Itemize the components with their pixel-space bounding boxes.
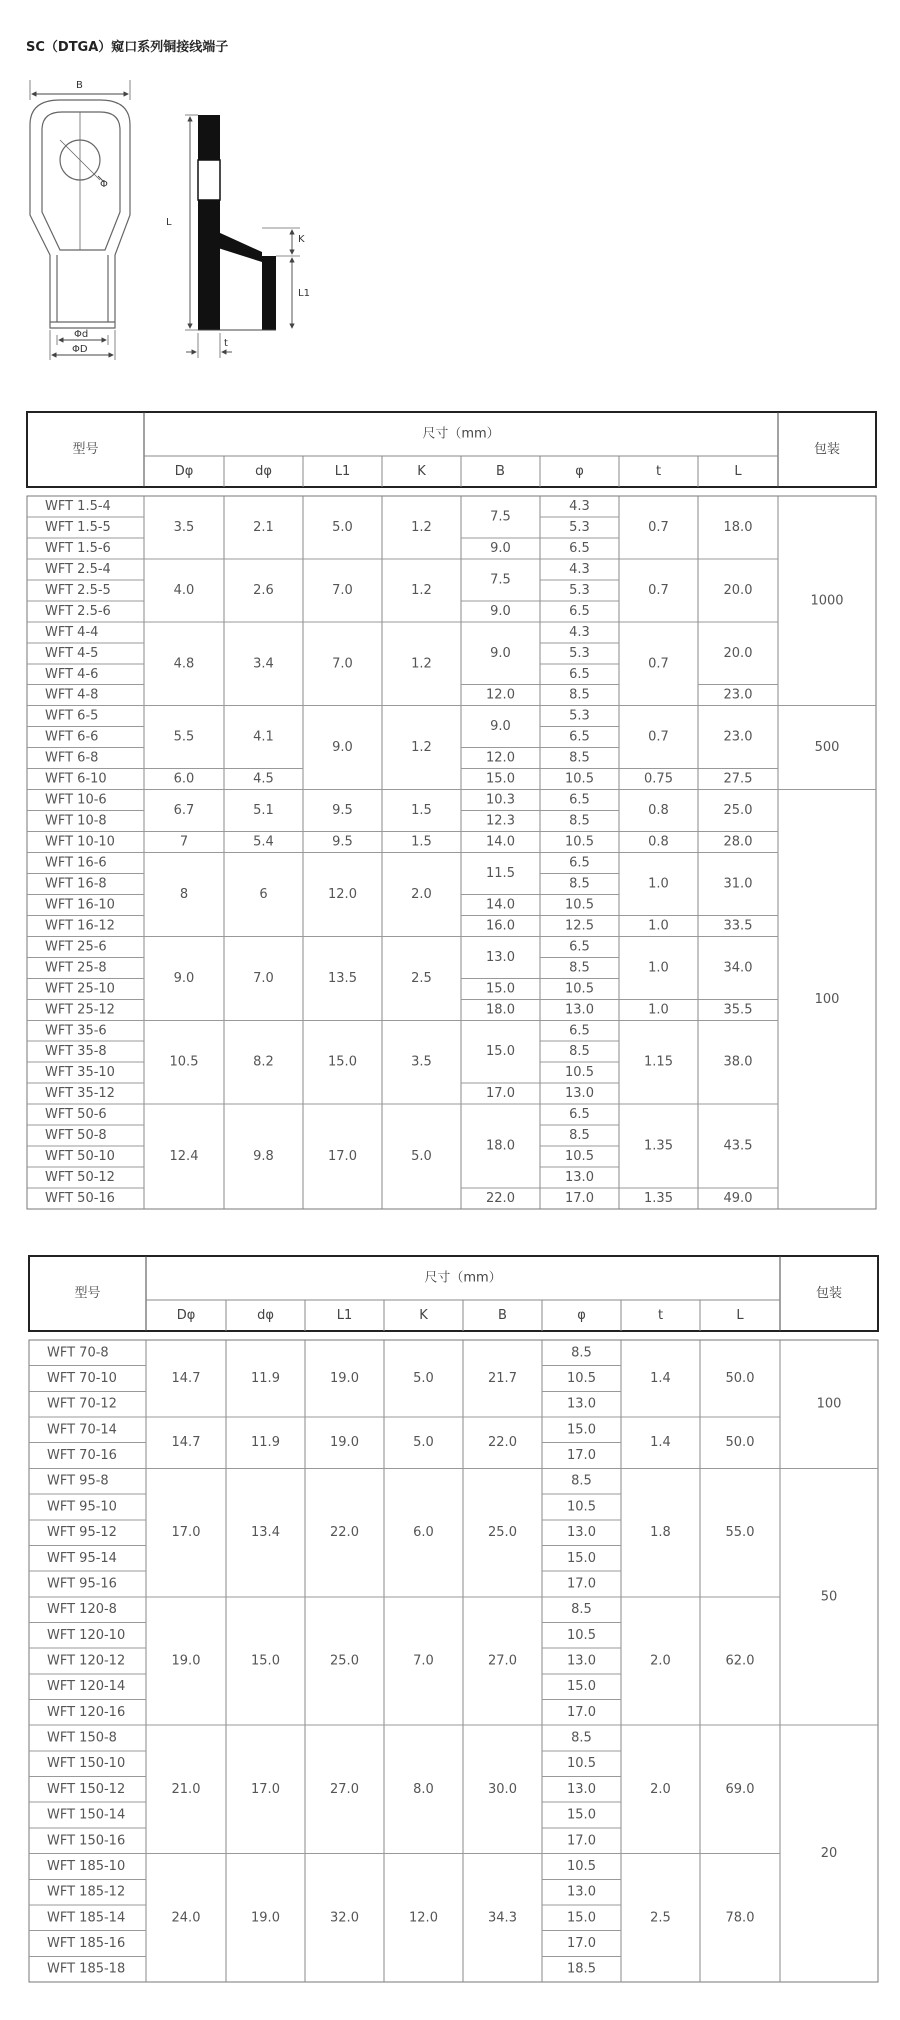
label-phi-D: ΦD [72,344,88,355]
value-cell: 8.5 [571,1345,592,1361]
value-cell: 8.2 [253,1054,274,1070]
value-cell: 6.5 [569,603,590,619]
model-cell: WFT 95-10 [47,1499,117,1515]
model-cell: WFT 120-8 [47,1602,117,1618]
value-cell: 6.7 [173,803,195,819]
model-cell: WFT 4-5 [45,645,99,661]
value-cell: 12.5 [565,918,594,934]
value-cell: 1.4 [650,1435,671,1451]
model-cell: WFT 1.5-6 [45,540,111,556]
value-cell: 2.0 [650,1653,671,1669]
model-cell: WFT 150-16 [47,1833,126,1849]
value-cell: 14.0 [486,897,515,913]
model-cell: WFT 150-12 [47,1781,126,1797]
value-cell: 8.5 [569,687,590,703]
value-cell: 10.5 [567,1627,596,1643]
model-cell: WFT 120-16 [47,1704,126,1720]
value-cell: 9.0 [490,540,511,556]
header-frame [29,1256,878,1331]
model-cell: WFT 35-12 [45,1086,115,1102]
value-cell: 12.0 [328,886,357,902]
value-cell: 10.5 [565,1065,594,1081]
model-cell: WFT 25-10 [45,981,115,997]
value-cell: 18.0 [486,1138,515,1154]
value-cell: 10.5 [565,897,594,913]
value-cell: 1000 [810,593,844,609]
model-cell: WFT 120-14 [47,1679,126,1695]
value-cell: 2.0 [411,886,432,902]
value-cell: 15.0 [567,1807,596,1823]
model-cell: WFT 50-16 [45,1191,115,1207]
value-cell: 5.5 [173,729,195,745]
value-cell: 1.5 [411,803,432,819]
value-cell: 20.0 [723,645,753,661]
value-cell: 2.1 [253,519,274,535]
value-cell: 9.0 [490,603,511,619]
value-cell: 9.0 [173,970,195,986]
value-cell: 5.3 [569,519,590,535]
value-cell: 10.5 [565,1149,594,1165]
value-cell: 13.0 [567,1653,596,1669]
value-cell: 3.5 [173,519,195,535]
value-cell: 7.0 [413,1653,434,1669]
value-cell: 8.5 [569,876,590,892]
value-cell: 0.8 [648,834,669,850]
model-cell: WFT 2.5-5 [45,582,111,598]
value-cell: 0.7 [648,519,669,535]
model-cell: WFT 150-10 [47,1756,126,1772]
model-cell: WFT 2.5-6 [45,603,111,619]
value-cell: 4.3 [569,498,590,514]
model-cell: WFT 16-12 [45,918,115,934]
value-cell: 0.8 [648,803,669,819]
model-cell: WFT 4-6 [45,666,99,682]
model-cell: WFT 10-6 [45,792,107,808]
value-cell: 1.35 [644,1138,673,1154]
value-cell: 10.5 [567,1756,596,1772]
model-cell: WFT 4-8 [45,687,99,703]
header-packaging: 包装 [815,1286,843,1301]
model-cell: WFT 95-16 [47,1576,117,1592]
label-l1: L1 [298,288,310,299]
value-cell: 4.5 [253,771,274,787]
value-cell: 25.0 [723,803,753,819]
value-cell: 0.7 [648,729,669,745]
value-cell: 12.0 [409,1910,438,1926]
value-cell: 15.0 [567,1422,596,1438]
value-cell: 15.0 [486,771,515,787]
value-cell: 12.0 [486,750,515,766]
model-cell: WFT 70-8 [47,1345,109,1361]
value-cell: 31.0 [723,876,753,892]
value-cell: 2.0 [650,1781,671,1797]
value-cell: 8.5 [571,1602,592,1618]
model-cell: WFT 150-14 [47,1807,126,1823]
value-cell: 9.5 [332,803,353,819]
value-cell: 13.4 [251,1525,280,1541]
header-col-7: t [655,464,662,479]
value-cell: 10.5 [565,771,594,787]
value-cell: 14.7 [171,1371,201,1387]
value-cell: 20 [820,1846,838,1862]
model-cell: WFT 70-14 [47,1422,117,1438]
label-k: K [298,234,305,245]
value-cell: 38.0 [723,1054,753,1070]
value-cell: 1.5 [411,834,432,850]
value-cell: 10.5 [567,1371,596,1387]
model-cell: WFT 1.5-5 [45,519,111,535]
value-cell: 15.0 [486,1044,515,1060]
value-cell: 13.0 [565,1170,594,1186]
header-dimensions: 尺寸（mm） [422,426,500,442]
value-cell: 62.0 [725,1653,755,1669]
value-cell: 19.0 [330,1371,359,1387]
model-cell: WFT 50-10 [45,1149,115,1165]
model-cell: WFT 35-10 [45,1065,115,1081]
value-cell: 18.5 [567,1961,596,1977]
value-cell: 13.0 [567,1884,596,1900]
model-cell: WFT 6-5 [45,708,99,724]
value-cell: 6.5 [569,729,590,745]
value-cell: 34.3 [488,1910,517,1926]
value-cell: 4.8 [173,656,195,672]
value-cell: 34.0 [723,960,753,976]
value-cell: 1.0 [648,876,669,892]
value-cell: 7.5 [490,572,511,588]
value-cell: 7.0 [332,582,353,598]
value-cell: 13.0 [565,1086,594,1102]
value-cell: 9.0 [332,740,353,756]
model-cell: WFT 6-8 [45,750,99,766]
page-title: SC（DTGA）窥口系列铜接线端子 [26,40,229,55]
model-cell: WFT 25-8 [45,960,107,976]
value-cell: 50.0 [725,1371,755,1387]
label-phi: Φ [100,179,108,190]
model-cell: WFT 185-12 [47,1884,126,1900]
value-cell: 5.1 [253,803,274,819]
value-cell: 13.5 [328,970,357,986]
model-cell: WFT 6-6 [45,729,99,745]
value-cell: 55.0 [725,1525,755,1541]
header-col-4: K [417,464,426,479]
value-cell: 13.0 [567,1781,596,1797]
value-cell: 16.0 [486,918,515,934]
value-cell: 1.2 [411,740,432,756]
header-col-1: Dφ [176,1308,196,1323]
spec-table-2 [29,1256,878,1982]
value-cell: 13.0 [567,1396,596,1412]
value-cell: 35.5 [723,1002,753,1018]
value-cell: 6.5 [569,666,590,682]
model-cell: WFT 16-6 [45,855,107,871]
header-col-2: dφ [255,464,272,479]
value-cell: 6.5 [569,939,590,955]
value-cell: 1.15 [644,1054,673,1070]
value-cell: 1.0 [648,960,669,976]
header-col-3: L1 [334,464,351,479]
value-cell: 8.5 [571,1473,592,1489]
label-phi-d: Φd [74,329,89,340]
value-cell: 4.1 [253,729,274,745]
value-cell: 19.0 [171,1653,201,1669]
model-cell: WFT 185-10 [47,1858,126,1874]
value-cell: 19.0 [330,1435,359,1451]
model-cell: WFT 35-8 [45,1044,107,1060]
value-cell: 27.0 [330,1781,359,1797]
value-cell: 15.0 [567,1679,596,1695]
value-cell: 21.0 [171,1781,201,1797]
value-cell: 17.0 [567,1935,596,1951]
value-cell: 23.0 [723,687,753,703]
model-cell: WFT 150-8 [47,1730,117,1746]
value-cell: 1.35 [644,1191,673,1207]
value-cell: 9.0 [490,719,511,735]
value-cell: 6.0 [413,1525,434,1541]
value-cell: 2.5 [411,970,432,986]
value-cell: 17.0 [567,1704,596,1720]
value-cell: 1.0 [648,1002,669,1018]
header-col-7: t [657,1308,664,1323]
value-cell: 18.0 [723,519,753,535]
value-cell: 1.4 [650,1371,671,1387]
value-cell: 5.0 [411,1149,432,1165]
value-cell: 17.0 [251,1781,280,1797]
value-cell: 10.5 [565,834,594,850]
value-cell: 25.0 [330,1653,359,1669]
value-cell: 0.7 [648,656,669,672]
value-cell: 27.0 [488,1653,517,1669]
value-cell: 6.5 [569,1023,590,1039]
header-dimensions: 尺寸（mm） [424,1270,502,1286]
value-cell: 17.0 [171,1525,201,1541]
model-cell: WFT 185-16 [47,1935,126,1951]
value-cell: 21.7 [488,1371,517,1387]
value-cell: 18.0 [486,1002,515,1018]
value-cell: 15.0 [251,1653,280,1669]
value-cell: 69.0 [725,1781,755,1797]
value-cell: 4.3 [569,561,590,577]
value-cell: 5.0 [413,1435,434,1451]
value-cell: 7.5 [490,509,511,525]
value-cell: 4.0 [173,582,195,598]
header-col-8: L [734,464,742,479]
model-cell: WFT 95-8 [47,1473,109,1489]
value-cell: 8.0 [413,1781,434,1797]
header-col-4: K [419,1308,428,1323]
value-cell: 13.0 [565,1002,594,1018]
spec-table-1 [27,412,876,1209]
value-cell: 17.0 [486,1086,515,1102]
value-cell: 2.6 [253,582,274,598]
value-cell: 0.75 [644,771,673,787]
value-cell: 7.0 [332,656,353,672]
model-cell: WFT 185-18 [47,1961,126,1977]
model-cell: WFT 16-8 [45,876,107,892]
value-cell: 17.0 [567,1448,596,1464]
label-t: t [224,338,228,349]
value-cell: 19.0 [251,1910,280,1926]
value-cell: 17.0 [328,1149,357,1165]
value-cell: 6 [259,886,268,902]
model-cell: WFT 70-16 [47,1448,117,1464]
value-cell: 9.8 [253,1149,274,1165]
value-cell: 11.9 [251,1371,280,1387]
header-col-5: B [496,464,505,479]
value-cell: 50 [820,1589,838,1605]
model-cell: WFT 25-12 [45,1002,115,1018]
model-cell: WFT 4-4 [45,624,99,640]
label-b: B [76,80,83,91]
model-cell: WFT 35-6 [45,1023,107,1039]
header-col-8: L [736,1308,744,1323]
value-cell: 50.0 [725,1435,755,1451]
header-packaging: 包装 [813,442,841,457]
value-cell: 6.5 [569,540,590,556]
value-cell: 24.0 [171,1910,201,1926]
value-cell: 12.0 [486,687,515,703]
value-cell: 6.5 [569,1107,590,1123]
value-cell: 4.3 [569,624,590,640]
value-cell: 100 [814,991,840,1007]
label-l: L [166,217,172,228]
value-cell: 15.0 [567,1910,596,1926]
model-cell: WFT 10-8 [45,813,107,829]
header-col-1: Dφ [174,464,194,479]
value-cell: 5.3 [569,645,590,661]
value-cell: 1.0 [648,918,669,934]
value-cell: 22.0 [330,1525,359,1541]
model-cell: WFT 25-6 [45,939,107,955]
model-cell: WFT 120-10 [47,1627,126,1643]
value-cell: 22.0 [488,1435,517,1451]
model-cell: WFT 50-6 [45,1107,107,1123]
value-cell: 10.5 [565,981,594,997]
value-cell: 23.0 [723,729,753,745]
value-cell: 8.5 [569,813,590,829]
value-cell: 12.4 [169,1149,199,1165]
value-cell: 9.0 [490,645,511,661]
value-cell: 12.3 [486,813,515,829]
model-cell: WFT 50-12 [45,1170,115,1186]
value-cell: 5.0 [413,1371,434,1387]
value-cell: 8.5 [571,1730,592,1746]
value-cell: 14.7 [171,1435,201,1451]
header-col-6: φ [575,464,584,479]
model-cell: WFT 70-10 [47,1371,117,1387]
value-cell: 13.0 [486,949,515,965]
model-cell: WFT 2.5-4 [45,561,111,577]
value-cell: 7.0 [253,970,274,986]
value-cell: 14.0 [486,834,515,850]
value-cell: 17.0 [565,1191,594,1207]
value-cell: 7 [179,834,189,850]
header-col-5: B [498,1308,507,1323]
value-cell: 5.3 [569,582,590,598]
value-cell: 2.5 [650,1910,671,1926]
value-cell: 8.5 [569,960,590,976]
model-cell: WFT 95-14 [47,1550,117,1566]
value-cell: 25.0 [488,1525,517,1541]
value-cell: 17.0 [567,1833,596,1849]
model-cell: WFT 50-8 [45,1128,107,1144]
header-col-3: L1 [336,1308,353,1323]
header-model: 型号 [74,1286,101,1301]
value-cell: 8.5 [569,750,590,766]
value-cell: 27.5 [723,771,753,787]
value-cell: 11.9 [251,1435,280,1451]
value-cell: 10.5 [567,1499,596,1515]
model-cell: WFT 120-12 [47,1653,126,1669]
value-cell: 33.5 [723,918,753,934]
model-cell: WFT 185-14 [47,1910,126,1926]
value-cell: 8.5 [569,1044,590,1060]
value-cell: 32.0 [330,1910,359,1926]
header-model: 型号 [72,442,99,457]
value-cell: 3.5 [411,1054,432,1070]
value-cell: 13.0 [567,1525,596,1541]
value-cell: 10.5 [169,1054,199,1070]
value-cell: 6.0 [173,771,195,787]
model-cell: WFT 70-12 [47,1396,117,1412]
value-cell: 15.0 [567,1550,596,1566]
value-cell: 1.2 [411,656,432,672]
model-cell: WFT 6-10 [45,771,107,787]
value-cell: 15.0 [486,981,515,997]
value-cell: 3.4 [253,656,274,672]
model-cell: WFT 1.5-4 [45,498,111,514]
model-cell: WFT 95-12 [47,1525,117,1541]
value-cell: 17.0 [567,1576,596,1592]
value-cell: 49.0 [723,1191,753,1207]
value-cell: 6.5 [569,792,590,808]
value-cell: 9.5 [332,834,353,850]
value-cell: 1.8 [650,1525,671,1541]
value-cell: 10.3 [486,792,515,808]
header-col-2: dφ [257,1308,274,1323]
value-cell: 0.7 [648,582,669,598]
value-cell: 28.0 [723,834,753,850]
value-cell: 78.0 [725,1910,755,1926]
value-cell: 1.2 [411,582,432,598]
value-cell: 1.2 [411,519,432,535]
value-cell: 8 [179,886,189,902]
header-col-6: φ [577,1308,586,1323]
value-cell: 8.5 [569,1128,590,1144]
value-cell: 30.0 [488,1781,517,1797]
value-cell: 20.0 [723,582,753,598]
value-cell: 5.0 [332,519,353,535]
value-cell: 5.4 [253,834,274,850]
value-cell: 22.0 [486,1191,515,1207]
value-cell: 500 [814,740,840,756]
model-cell: WFT 10-10 [45,834,115,850]
value-cell: 100 [816,1396,842,1412]
value-cell: 10.5 [567,1858,596,1874]
header-frame [27,412,876,487]
value-cell: 43.5 [723,1138,753,1154]
model-cell: WFT 16-10 [45,897,115,913]
value-cell: 11.5 [486,865,515,881]
value-cell: 15.0 [328,1054,357,1070]
value-cell: 6.5 [569,855,590,871]
value-cell: 5.3 [569,708,590,724]
